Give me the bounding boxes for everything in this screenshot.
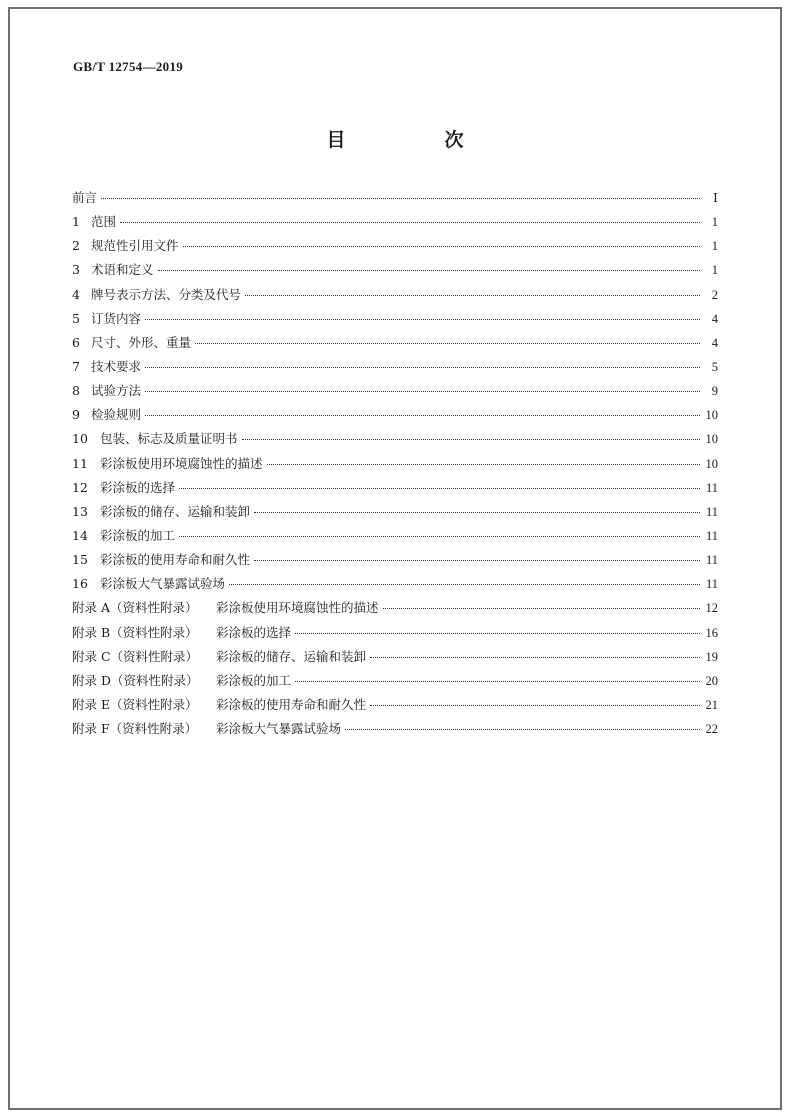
toc-entry-label: 牌号表示方法、分类及代号 — [91, 286, 242, 302]
toc-entry[interactable] — [72, 719, 718, 743]
toc-dot-leader — [158, 270, 700, 271]
toc-entry-page: 11 — [705, 553, 718, 568]
toc-dot-leader — [195, 343, 700, 344]
toc-entry-label: 检验规则 — [91, 407, 142, 423]
toc-dot-leader — [183, 246, 700, 247]
toc-entry-number: 附录 F（资料性附录） — [72, 721, 198, 737]
toc-entry-number: 12 — [72, 479, 88, 495]
toc-entry[interactable] — [72, 574, 718, 598]
toc-dot-leader — [145, 319, 700, 320]
toc-entry-label: 尺寸、外形、重量 — [91, 334, 192, 350]
toc-entry-label: 彩涂板的加工 — [100, 527, 176, 543]
toc-entry-label: 前言 — [72, 190, 98, 205]
toc-entry-label: 术语和定义 — [91, 262, 154, 278]
toc-entry-number: 3 — [72, 262, 80, 278]
toc-entry-label: 包装、标志及质量证明书 — [100, 431, 238, 447]
toc-dot-leader — [254, 512, 700, 513]
toc-entry-number: 4 — [72, 286, 80, 302]
toc-entry-number: 附录 A（资料性附录） — [72, 600, 198, 616]
toc-entry[interactable] — [72, 647, 718, 671]
toc-entry-number: 5 — [72, 310, 80, 326]
toc-entry-label: 试验方法 — [91, 383, 142, 399]
toc-entry-label: 范围 — [91, 214, 117, 230]
toc-entry-page: 10 — [705, 456, 718, 471]
toc-dot-leader — [383, 608, 700, 609]
toc-entry-label: 彩涂板的储存、运输和装卸 — [100, 503, 251, 519]
toc-entry[interactable] — [72, 212, 718, 236]
toc-dot-leader — [229, 584, 700, 585]
toc-entry[interactable] — [72, 526, 718, 550]
toc-entry-label: 彩涂板大气暴露试验场 — [100, 576, 226, 592]
toc-dot-leader — [179, 488, 700, 489]
toc-entry-number: 11 — [72, 455, 88, 471]
toc-entry-number: 9 — [72, 407, 80, 423]
toc-entry-page: 22 — [705, 722, 718, 737]
toc-entry-page: 1 — [711, 215, 718, 230]
table-of-contents — [72, 188, 718, 743]
toc-entry[interactable] — [72, 381, 718, 405]
toc-entry-number: 2 — [72, 238, 80, 254]
toc-entry-label: 订货内容 — [91, 310, 142, 326]
standard-code: GB/T 12754—2019 — [73, 59, 184, 74]
toc-entry[interactable] — [72, 623, 718, 647]
page-title: 目 次 — [326, 129, 504, 151]
toc-entry-page: 5 — [711, 359, 718, 374]
toc-dot-leader — [370, 705, 700, 706]
toc-entry-page: 4 — [711, 335, 718, 350]
toc-entry[interactable] — [72, 454, 718, 478]
toc-dot-leader — [345, 729, 700, 730]
toc-entry-label: 彩涂板的使用寿命和耐久性 — [100, 552, 251, 568]
toc-entry-number: 13 — [72, 503, 88, 519]
toc-entry-label: 彩涂板的储存、运输和装卸 — [216, 648, 367, 664]
toc-entry[interactable] — [72, 598, 718, 622]
toc-dot-leader — [254, 560, 700, 561]
toc-entry[interactable] — [72, 478, 718, 502]
toc-entry[interactable] — [72, 429, 718, 453]
toc-entry-page: 9 — [711, 384, 718, 399]
toc-entry-page: 10 — [705, 432, 718, 447]
toc-dot-leader — [101, 198, 700, 199]
toc-entry[interactable] — [72, 671, 718, 695]
toc-entry-number: 7 — [72, 358, 80, 374]
toc-entry[interactable] — [72, 260, 718, 284]
toc-dot-leader — [145, 367, 700, 368]
toc-entry-number: 附录 C（资料性附录） — [72, 648, 199, 664]
toc-entry-label: 彩涂板的加工 — [216, 672, 292, 688]
toc-entry-label: 彩涂板的选择 — [100, 479, 176, 495]
toc-entry-number: 附录 B（资料性附录） — [72, 624, 198, 640]
toc-entry-number: 附录 D（资料性附录） — [72, 672, 199, 688]
toc-dot-leader — [267, 464, 700, 465]
toc-entry-page: 19 — [705, 649, 718, 664]
toc-entry-page: 10 — [705, 408, 718, 423]
toc-dot-leader — [295, 633, 700, 634]
toc-entry-page: 1 — [711, 239, 718, 254]
toc-dot-leader — [370, 657, 700, 658]
toc-entry[interactable] — [72, 333, 718, 357]
toc-entry[interactable] — [72, 405, 718, 429]
toc-entry-label: 规范性引用文件 — [91, 238, 179, 254]
toc-dot-leader — [145, 391, 700, 392]
toc-entry-number: 8 — [72, 383, 80, 399]
toc-entry[interactable] — [72, 695, 718, 719]
toc-entry-page: 4 — [711, 311, 718, 326]
toc-entry-number: 1 — [72, 214, 80, 230]
toc-entry-page: 11 — [705, 528, 718, 543]
toc-dot-leader — [242, 439, 700, 440]
toc-entry[interactable] — [72, 188, 718, 212]
toc-entry[interactable] — [72, 357, 718, 381]
toc-entry-page: 2 — [711, 287, 718, 302]
toc-entry-page: 11 — [705, 480, 718, 495]
toc-entry-label: 技术要求 — [91, 358, 142, 374]
toc-entry-page: 11 — [705, 577, 718, 592]
toc-entry-label: 彩涂板使用环境腐蚀性的描述 — [216, 600, 379, 616]
toc-entry-label: 彩涂板的选择 — [216, 624, 292, 640]
toc-dot-leader — [295, 681, 700, 682]
toc-entry-number: 16 — [72, 576, 88, 592]
toc-entry-page: 1 — [711, 263, 718, 278]
toc-entry-page: 16 — [705, 625, 718, 640]
toc-entry[interactable] — [72, 236, 718, 260]
toc-entry-page: Ⅰ — [713, 191, 718, 205]
toc-entry-label: 彩涂板使用环境腐蚀性的描述 — [100, 455, 263, 471]
toc-dot-leader — [245, 295, 700, 296]
toc-entry-number: 15 — [72, 552, 88, 568]
toc-entry-page: 20 — [705, 673, 718, 688]
toc-entry-page: 21 — [705, 697, 718, 712]
toc-entry-page: 12 — [705, 601, 718, 616]
toc-dot-leader — [145, 415, 700, 416]
toc-entry[interactable] — [72, 550, 718, 574]
toc-entry[interactable] — [72, 285, 718, 309]
toc-entry[interactable] — [72, 502, 718, 526]
toc-entry-label: 彩涂板大气暴露试验场 — [216, 721, 342, 737]
toc-entry[interactable] — [72, 309, 718, 333]
toc-dot-leader — [179, 536, 700, 537]
toc-entry-page: 11 — [705, 504, 718, 519]
toc-entry-number: 6 — [72, 334, 80, 350]
toc-entry-number: 附录 E（资料性附录） — [72, 696, 198, 712]
toc-entry-number: 10 — [72, 431, 88, 447]
toc-entry-label: 彩涂板的使用寿命和耐久性 — [216, 696, 367, 712]
toc-dot-leader — [120, 222, 700, 223]
toc-entry-number: 14 — [72, 527, 88, 543]
